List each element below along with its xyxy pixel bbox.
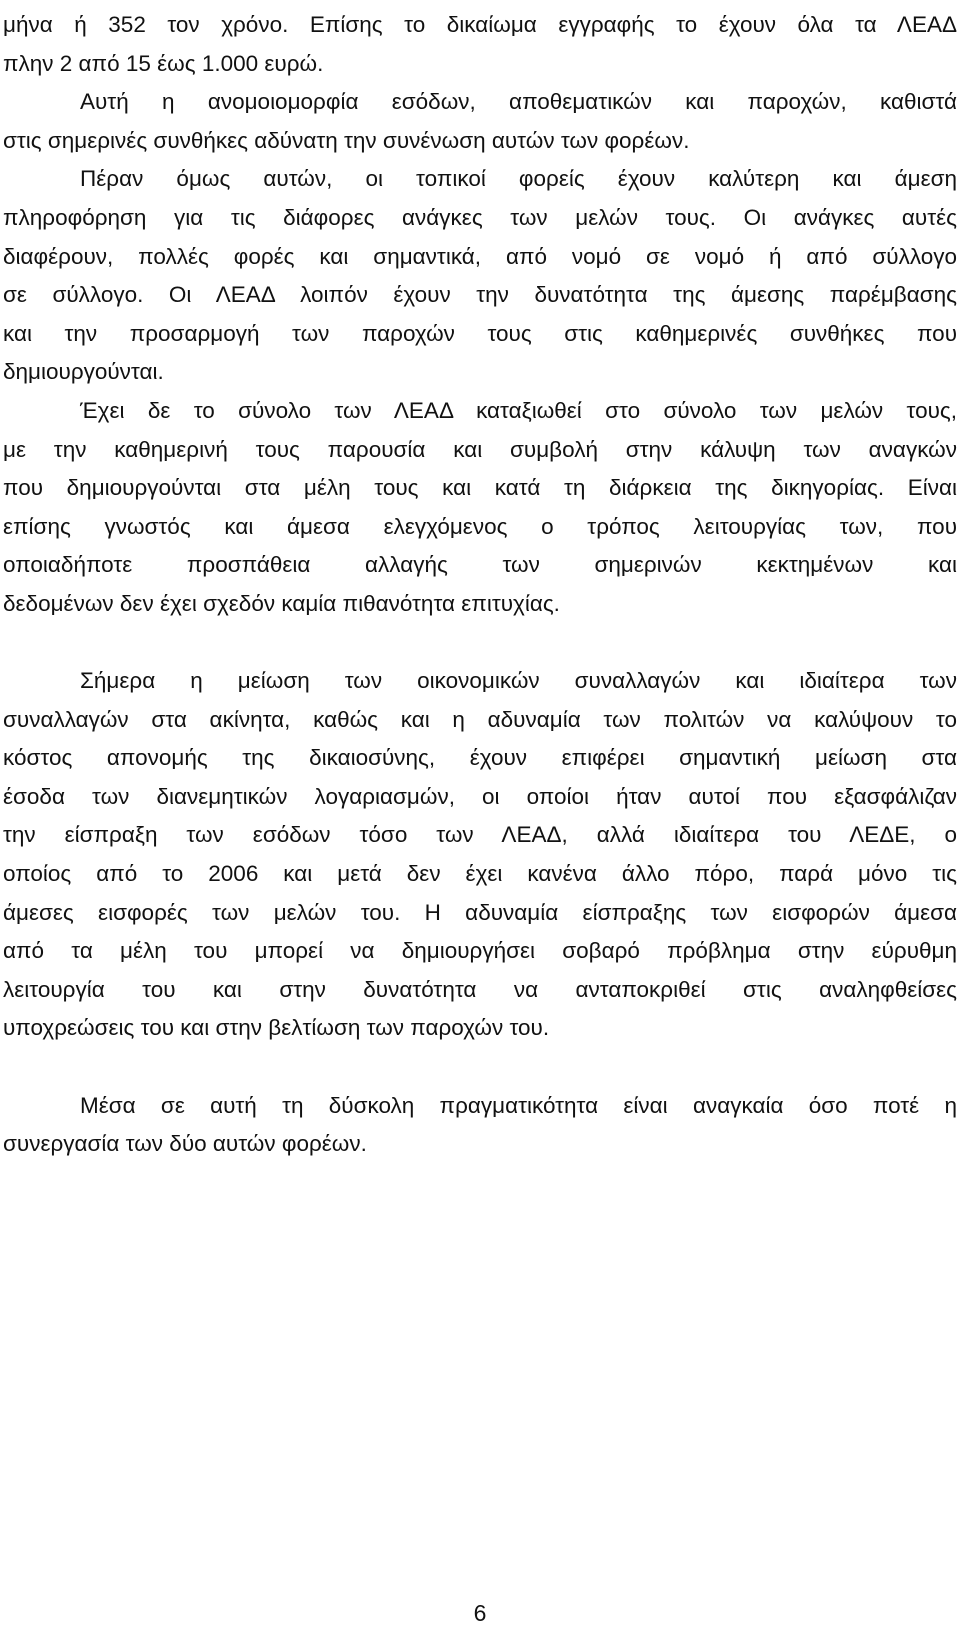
text-line: την είσπραξη των εσόδων τόσο των ΛΕΑΔ, αλλά ιδιαίτερα του ΛΕΔΕ, ο <box>3 822 957 848</box>
text-line: διαφέρουν, πολλές φορές και σημαντικά, από νομό σε νομό ή από σύλλογο <box>3 243 957 269</box>
text-line: έσοδα των διανεμητικών λογαριασμών, οι οποίοι ήταν αυτοί που εξασφάλιζαν <box>3 783 957 809</box>
text-line: οποιαδήποτε προσπάθεια αλλαγής των σημερινών κεκτημένων και <box>3 552 957 578</box>
text-line: Σήμερα η μείωση των οικονομικών συναλλαγών και ιδιαίτερα των <box>80 668 957 694</box>
text-line: υποχρεώσεις του και στην βελτίωση των παροχών του. <box>3 1015 550 1041</box>
text-line: σε σύλλογο. Οι ΛΕΑΔ λοιπόν έχουν την δυνατότητα της άμεσης παρέμβασης <box>3 282 957 308</box>
body-text <box>3 6 957 1164</box>
text-line: δεδομένων δεν έχει σχεδόν καμία πιθανότητα επιτυχίας. <box>3 590 560 616</box>
text-line: με την καθημερινή τους παρουσία και συμβολή στην κάλυψη των αναγκών <box>3 436 957 462</box>
text-line: επίσης γνωστός και άμεσα ελεγχόμενος ο τρόπος λειτουργίας των, που <box>3 513 957 539</box>
blank-line <box>3 624 957 663</box>
text-line: δημιουργούνται. <box>3 359 164 385</box>
text-line: Πέραν όμως αυτών, οι τοπικοί φορείς έχουν καλύτερη και άμεση <box>80 166 957 192</box>
text-line: άμεσες εισφορές των μελών του. Η αδυναμία είσπραξης των εισφορών άμεσα <box>3 899 957 925</box>
text-line: μήνα ή 352 τον χρόνο. Επίσης το δικαίωμα εγγραφής το έχουν όλα τα ΛΕΑΔ <box>3 12 957 37</box>
text-line: συναλλαγών στα ακίνητα, καθώς και η αδυναμία των πολιτών να καλύψουν το <box>3 706 957 732</box>
text-line: και την προσαρμογή των παροχών τους στις καθημερινές συνθήκες που <box>3 320 957 346</box>
text-line: στις σημερινές συνθήκες αδύνατη την συνένωση αυτών των φορέων. <box>3 127 690 153</box>
text-line: που δημιουργούνται στα μέλη τους και κατά τη διάρκεια της δικηγορίας. Είναι <box>3 475 957 501</box>
page-number: 6 <box>473 1600 487 1626</box>
text-line: συνεργασία των δύο αυτών φορέων. <box>3 1131 367 1157</box>
text-line: από τα μέλη του μπορεί να δημιουργήσει σοβαρό πρόβλημα στην εύρυθμη <box>3 938 957 964</box>
text-line: λειτουργία του και στην δυνατότητα να ανταποκριθεί στις αναληφθείσες <box>3 976 957 1002</box>
text-line: πλην 2 από 15 έως 1.000 ευρώ. <box>3 50 324 76</box>
text-line: Έχει δε το σύνολο των ΛΕΑΔ καταξιωθεί στο σύνολο των μελών τους, <box>80 397 957 423</box>
text-line: οποίος από το 2006 και μετά δεν έχει κανένα άλλο πόρο, παρά μόνο τις <box>3 861 957 887</box>
blank-line <box>3 1048 957 1087</box>
text-line: πληροφόρηση για τις διάφορες ανάγκες των μελών τους. Οι ανάγκες αυτές <box>3 204 957 230</box>
text-line: Μέσα σε αυτή τη δύσκολη πραγματικότητα είναι αναγκαία όσο ποτέ η <box>80 1092 957 1118</box>
text-line: κόστος απονομής της δικαιοσύνης, έχουν επιφέρει σημαντική μείωση στα <box>3 745 957 771</box>
text-line: Αυτή η ανομοιομορφία εσόδων, αποθεματικών και παροχών, καθιστά <box>80 89 957 115</box>
